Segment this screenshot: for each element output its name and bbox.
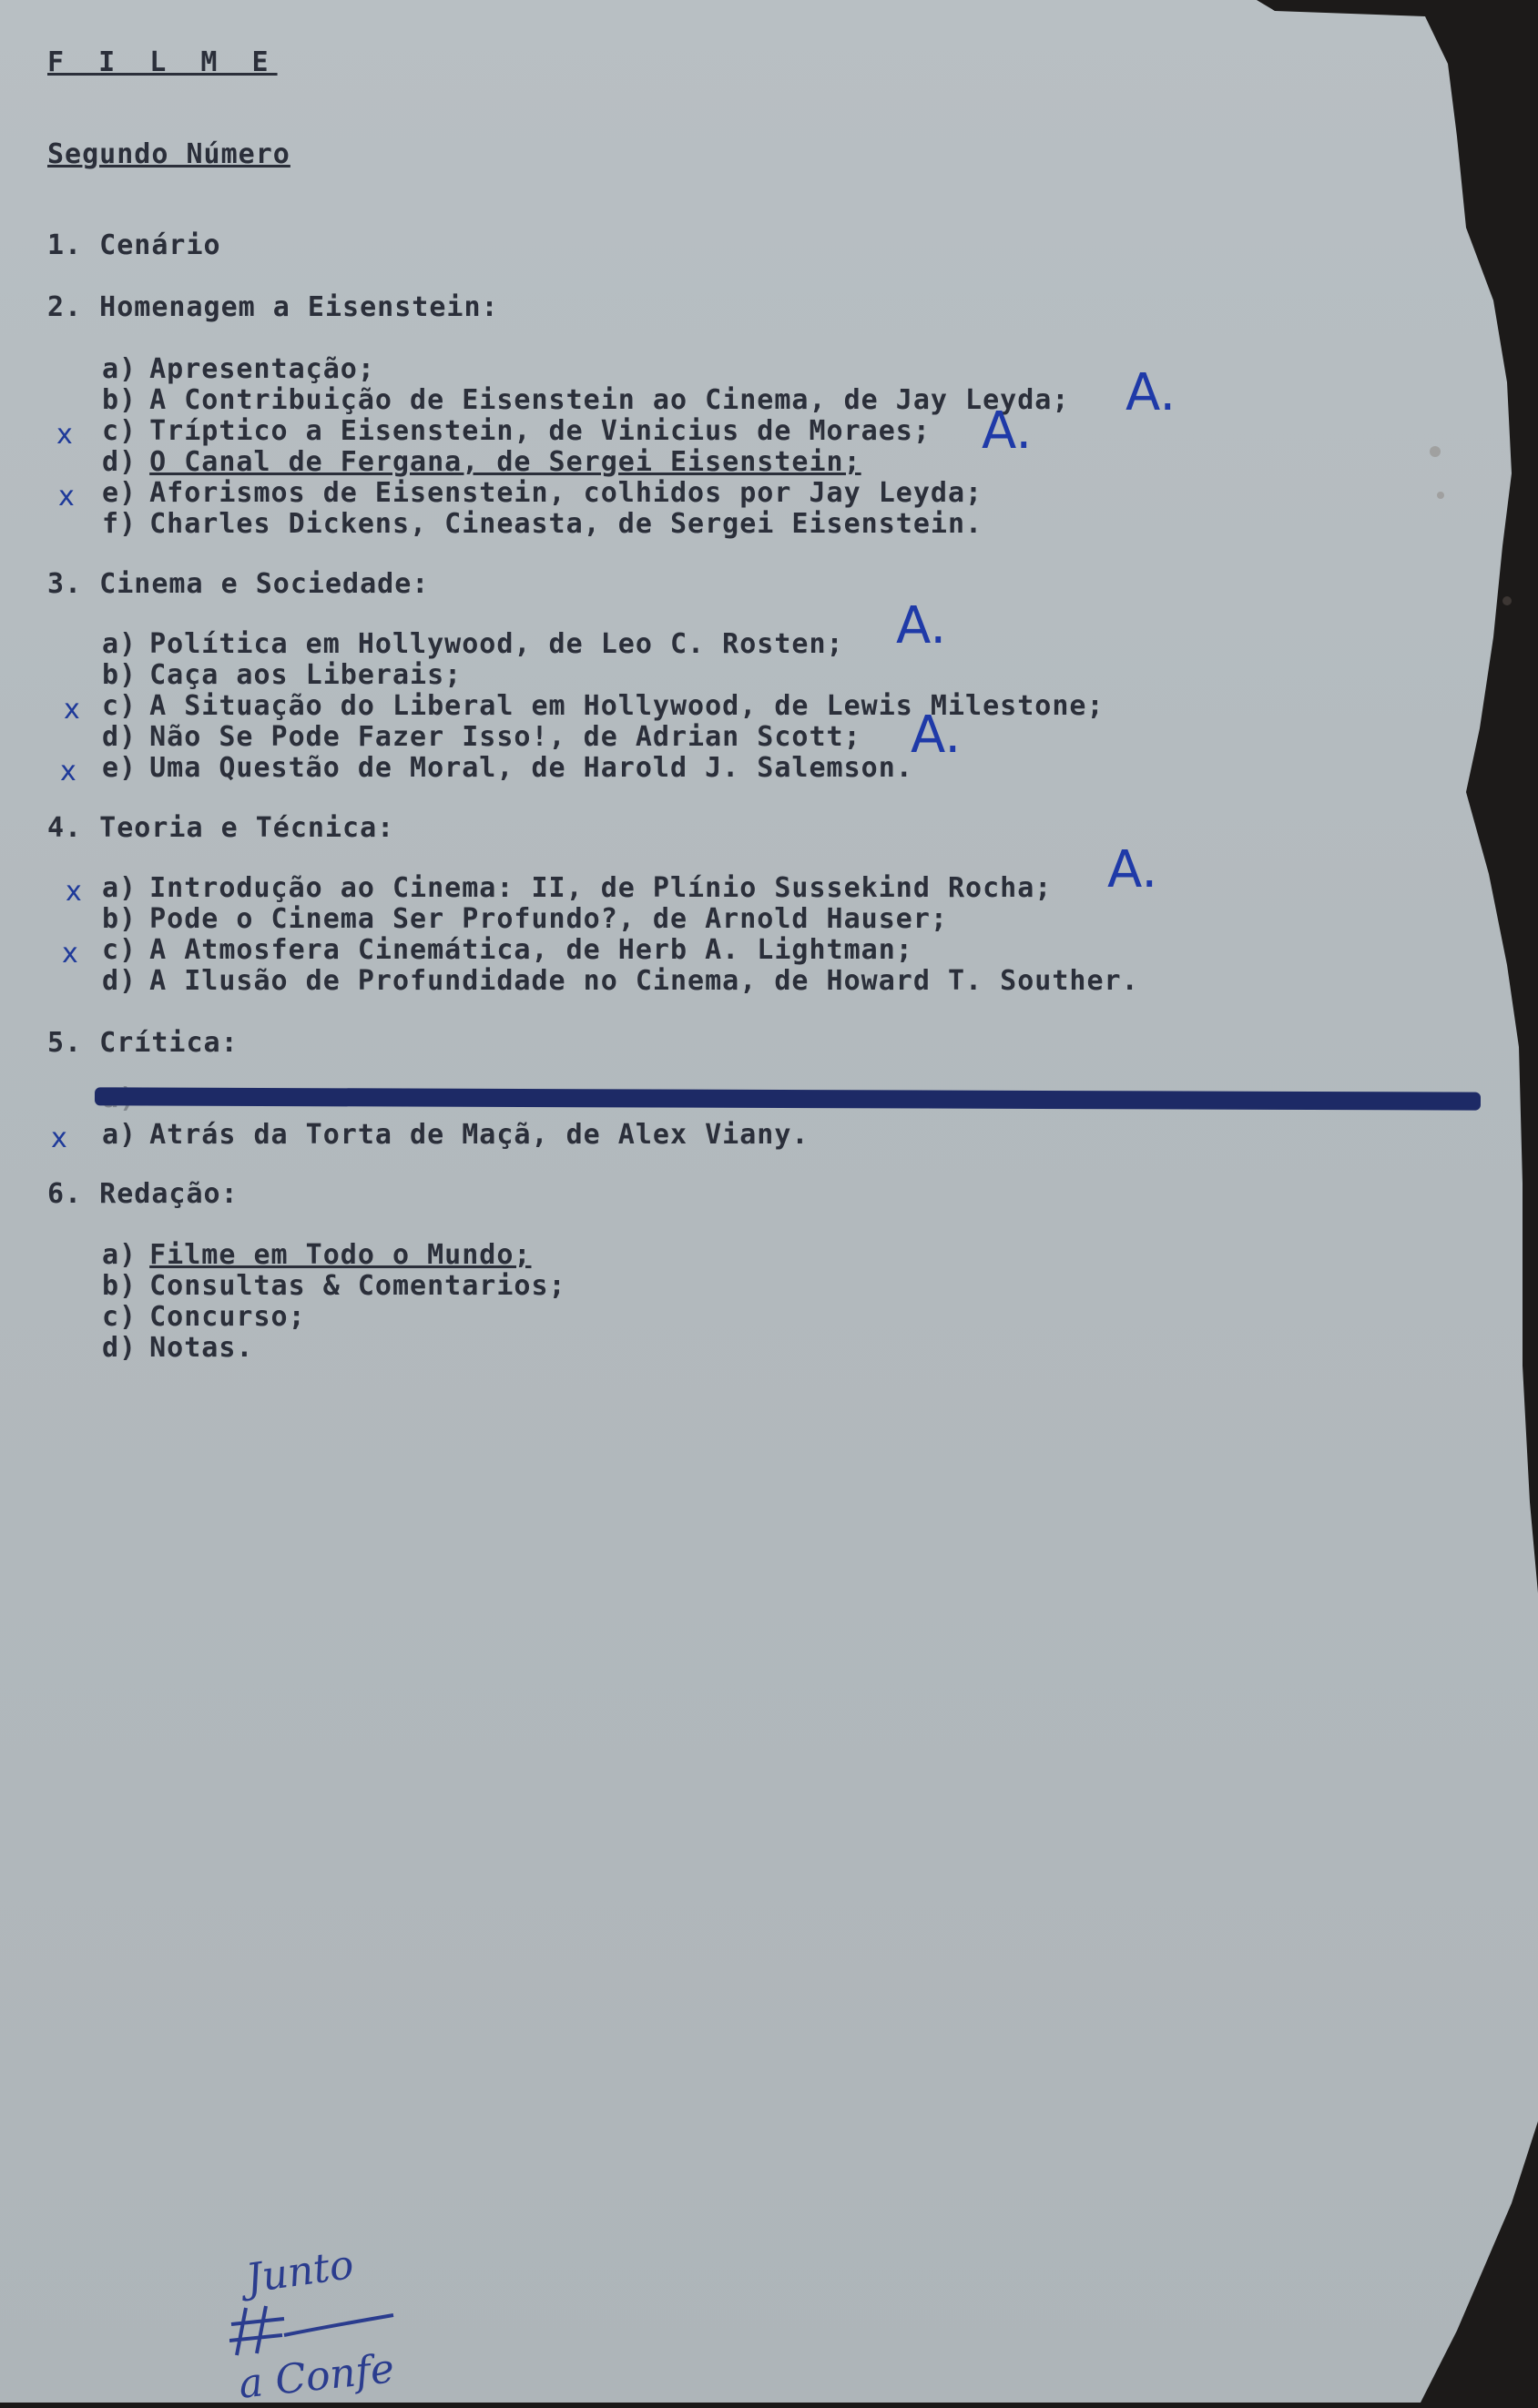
list-item: b) Consultas & Comentarios; (102, 1270, 566, 1302)
cross-mark: x (60, 756, 76, 787)
list-item: f) Charles Dickens, Cineasta, de Sergei Eisenstein. (102, 508, 983, 540)
paper-stain (1502, 596, 1512, 605)
list-item: c) Concurso; (102, 1301, 306, 1333)
cross-mark: x (58, 481, 75, 513)
cross-mark: x (56, 419, 73, 451)
cross-mark: x (51, 1123, 67, 1154)
section-heading: 2. Homenagem a Eisenstein: (47, 291, 499, 323)
list-item: a) Introdução ao Cinema: II, de Plínio Sussekind Rocha; (102, 872, 1053, 904)
list-item: c) Tríptico a Eisenstein, de Vinicius de Moraes; (102, 415, 931, 447)
approval-mark: A. (1107, 840, 1158, 899)
handwritten-note: a Confe (236, 2345, 397, 2408)
document-subtitle: Segundo Número (47, 138, 290, 170)
section-heading: 4. Teoria e Técnica: (47, 812, 395, 844)
section-heading: 3. Cinema e Sociedade: (47, 568, 430, 600)
list-item: d) A Ilusão de Profundidade no Cinema, de Howard T. Souther. (102, 965, 1139, 997)
list-item: c) A Atmosfera Cinemática, de Herb A. Lightman; (102, 934, 913, 966)
list-item: b) A Contribuição de Eisenstein ao Cinema, de Jay Leyda; (102, 384, 1070, 416)
list-item: c) A Situação do Liberal em Hollywood, de Lewis Milestone; (102, 690, 1105, 722)
approval-mark: A. (982, 401, 1033, 461)
cross-mark: x (64, 694, 80, 726)
handwritten-note: Junto (243, 2241, 357, 2302)
paper-stain (1437, 492, 1444, 499)
list-item: e) Uma Questão de Moral, de Harold J. Salemson. (102, 752, 913, 784)
list-item: d) O Canal de Fergana, de Sergei Eisenstein; (102, 446, 861, 478)
list-item: b) Caça aos Liberais; (102, 659, 463, 691)
cross-mark: x (62, 938, 78, 970)
list-item: d) Notas. (102, 1332, 254, 1364)
list-item: a) Filme em Todo o Mundo; (102, 1239, 532, 1271)
section-heading: 5. Crítica: (47, 1027, 239, 1059)
list-item: a) Apresentação; (102, 353, 375, 385)
section-heading: 1. Cenário (47, 229, 221, 261)
paper-stain (1430, 446, 1441, 457)
cross-mark: x (66, 876, 82, 908)
approval-mark: A. (1125, 363, 1176, 422)
approval-mark: A. (896, 596, 947, 655)
section-heading: 6. Redação: (47, 1178, 239, 1210)
approval-mark: A. (911, 706, 962, 765)
document-title: F I L M E (47, 46, 278, 78)
list-item: e) Aforismos de Eisenstein, colhidos por Jay Leyda; (102, 477, 983, 509)
list-item: d) Não Se Pode Fazer Isso!, de Adrian Scott; (102, 721, 861, 753)
list-item: b) Pode o Cinema Ser Profundo?, de Arnold Hauser; (102, 903, 948, 935)
list-item: a) Política em Hollywood, de Leo C. Rosten; (102, 628, 844, 660)
list-item: a) Atrás da Torta de Maçã, de Alex Viany. (102, 1119, 810, 1151)
